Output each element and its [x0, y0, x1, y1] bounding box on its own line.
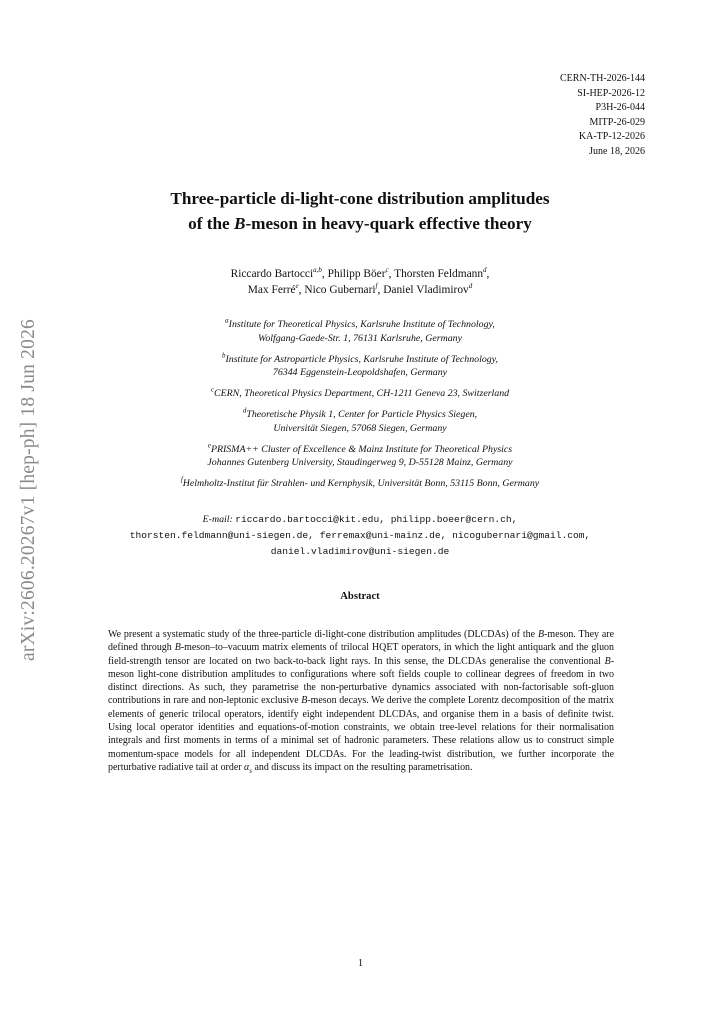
abstract-heading: Abstract	[340, 591, 380, 602]
arxiv-sidebar	[14, 300, 44, 680]
author: Max Ferré	[247, 284, 296, 296]
author: Philipp Böer	[327, 268, 386, 280]
paper-title	[60, 186, 660, 236]
email-list[interactable]: thorsten.feldmann@uni-siegen.de, ferremax@uni-mainz.de, nicogubernari@gmail.com,	[129, 530, 591, 541]
preprint-numbers	[560, 72, 645, 159]
author-line-2: Max Ferré$^e$, Nico Gubernari$^f$, Daniel Vladimirov$^d$	[247, 282, 473, 296]
affiliation: $^c$CERN, Theoretical Physics Department, CH-1211 Geneva 23, Switzerland	[210, 385, 510, 400]
abstract-text: We present a systematic study of the three-particle di-light-cone distribution amplitudes (DLCDAs) of the B-meson. They are defined through B-meson–to–vacuum matrix elements of trilocal HQET operators, in which the light antiquark and the gluon field-strength tensor are located on two back-to-back light rays. In this sense, the DLCDAs generalise the conventional B-meson light-cone distribution amplitudes to configurations where soft fields couple to collinear degrees of freedom in two distinct directions. As such, they parametrise the non-perturbative dynamics associated with non-factorisable soft-gluon contributions in rare and non-leptonic exclusive B-meson decays. We derive the complete Lorentz decomposition of the matrix elements of generic trilocal operators, identify eight independent DLCDAs, and organise them in a basis of definite twist. Using local operator identities and equations-of-motion constraints, we obtain tree-level relations for their normalisation integrals and first moments in terms of a minimal set of hadronic parameters. These relations allow us to construct simple momentum-space models for all independent DLCDAs. For the leading-twist distribution, we further incorporate the perturbative radiative tail at order $\alpha_s$ and discuss its impact on the resulting parametrisation.	[108, 629, 615, 775]
title-line-1: Three-particle di-light-cone distribution amplitudes	[170, 189, 550, 208]
title-line-2: of the B-meson in heavy-quark effective theory	[188, 214, 532, 233]
affiliation: $^a$Institute for Theoretical Physics, Karlsruhe Institute of Technology, Wolfgang-Gaede-Str. 1, 76131 Karlsruhe, Germany	[225, 316, 495, 344]
author-line-1: Riccardo Bartocci$^{a,b}$, Philipp Böer$^c$, Thorsten Feldmann$^d$,	[230, 266, 490, 280]
affiliations	[60, 318, 660, 498]
affiliation: $^b$Institute for Astroparticle Physics, Karlsruhe Institute of Technology, 76344 Eggenstein-Leopoldshafen, Germany	[221, 351, 499, 379]
email-list[interactable]: riccardo.bartocci@kit.edu, philipp.boeer@cern.ch,	[235, 514, 518, 525]
email-block	[60, 512, 660, 560]
author: Daniel Vladimirov	[383, 284, 469, 296]
affiliation: $^f$Helmholtz-Institut für Strahlen- und Kernphysik, Universität Bonn, 53115 Bonn, Germany	[180, 475, 540, 490]
report-number: MITP-26-029	[589, 116, 645, 128]
page-number: 1	[357, 958, 364, 969]
author: Nico Gubernari	[304, 284, 376, 296]
report-number: KA-TP-12-2026	[578, 131, 645, 142]
email-label: E-mail:	[202, 514, 233, 525]
author: Riccardo Bartocci	[230, 268, 314, 280]
author: Thorsten Feldmann	[394, 268, 484, 280]
paper-date: June 18, 2026	[589, 145, 645, 157]
report-number: CERN-TH-2026-144	[560, 73, 645, 84]
affiliation: $^d$Theoretische Physik 1, Center for Particle Physics Siegen, Universität Siegen, 57068 Siegen, Germany	[242, 406, 478, 434]
report-number: SI-HEP-2026-12	[577, 87, 645, 99]
email-list[interactable]: daniel.vladimirov@uni-siegen.de	[270, 546, 450, 557]
affiliation: $^e$PRISMA++ Cluster of Excellence & Mainz Institute for Theoretical Physics Johannes Gutenberg University, Staudingerweg 9, D-55128 Mainz, Germany	[207, 441, 513, 469]
report-number: P3H-26-044	[595, 102, 645, 113]
author-list	[60, 266, 660, 298]
arxiv-identifier: arXiv:2606.20267v1 [hep-ph] 18 Jun 2026	[18, 319, 39, 661]
